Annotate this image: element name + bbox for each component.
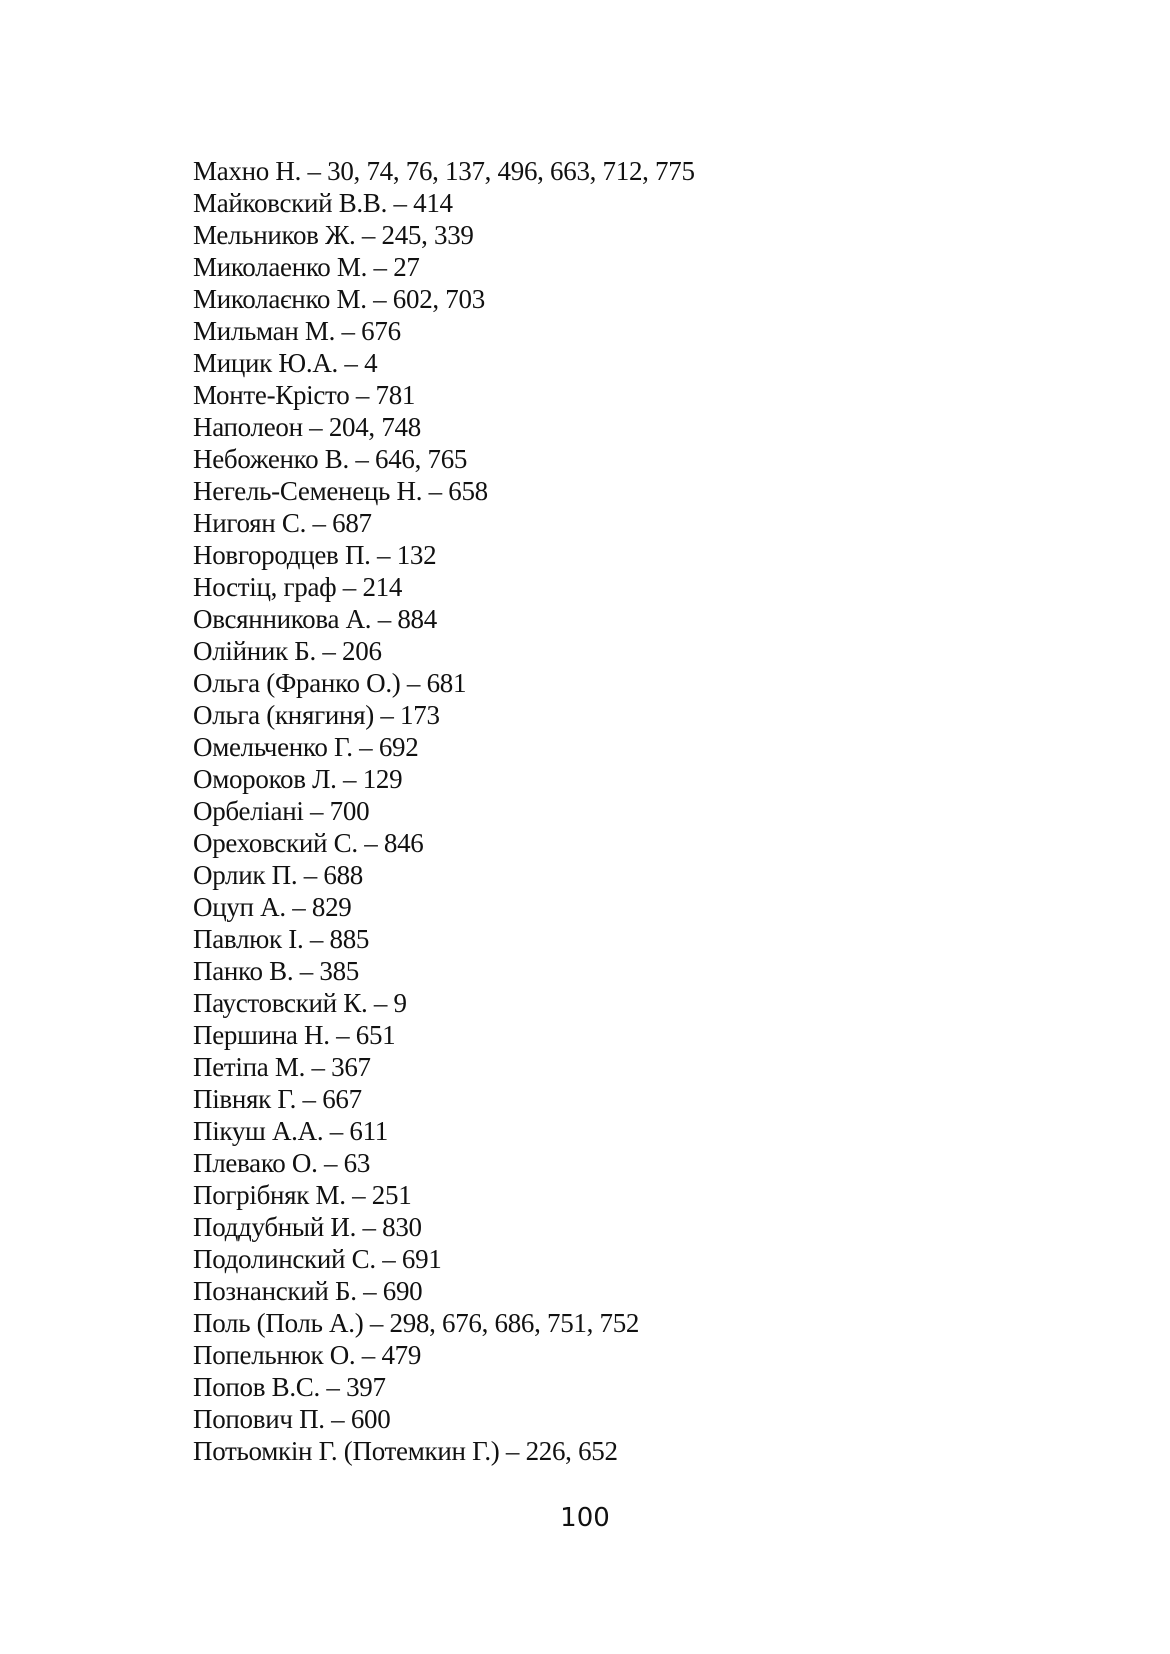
index-entry: Миколаєнко М. – 602, 703: [193, 284, 485, 314]
index-entry: Попов В.С. – 397: [193, 1372, 386, 1402]
index-entry: Махно Н. – 30, 74, 76, 137, 496, 663, 712, 775: [193, 156, 695, 186]
index-entry: Ореховский С. – 846: [193, 828, 424, 858]
index-entry: Пікуш А.А. – 611: [193, 1116, 388, 1146]
index-entry: Мельников Ж. – 245, 339: [193, 220, 474, 250]
index-entry: Олійник Б. – 206: [193, 636, 382, 666]
index-entry: Нигоян С. – 687: [193, 508, 372, 538]
index-entry: Потьомкін Г. (Потемкин Г.) – 226, 652: [193, 1436, 618, 1466]
index-entry: Познанский Б. – 690: [193, 1276, 423, 1306]
index-entry: Павлюк І. – 885: [193, 924, 370, 954]
index-entry: Паустовский К. – 9: [193, 988, 407, 1018]
index-entry: Омороков Л. – 129: [193, 764, 403, 794]
index-entry: Оцуп А. – 829: [193, 892, 352, 922]
index-entry: Мильман М. – 676: [193, 316, 401, 346]
index-entry: Поддубный И. – 830: [193, 1212, 422, 1242]
index-entry: Першина Н. – 651: [193, 1020, 396, 1050]
index-entry: Ольга (Франко О.) – 681: [193, 668, 467, 698]
index-entry: Небоженко В. – 646, 765: [193, 444, 468, 474]
page-number: 100: [560, 1503, 610, 1533]
index-entry: Орбеліані – 700: [193, 796, 370, 826]
index-entry: Подолинский С. – 691: [193, 1244, 442, 1274]
name-index-list: [193, 155, 695, 1467]
index-entry: Новгородцев П. – 132: [193, 540, 437, 570]
index-entry: Панко В. – 385: [193, 956, 359, 986]
index-entry: Півняк Г. – 667: [193, 1084, 362, 1114]
index-entry: Омельченко Г. – 692: [193, 732, 419, 762]
index-entry: Плевако О. – 63: [193, 1148, 371, 1178]
index-entry: Поль (Поль А.) – 298, 676, 686, 751, 752: [193, 1308, 640, 1338]
index-entry: Погрібняк М. – 251: [193, 1180, 412, 1210]
index-entry: Мицик Ю.А. – 4: [193, 348, 378, 378]
index-entry: Ностіц, граф – 214: [193, 572, 403, 602]
index-entry: Миколаенко М. – 27: [193, 252, 420, 282]
index-entry: Попович П. – 600: [193, 1404, 391, 1434]
index-entry: Негель-Семенець Н. – 658: [193, 476, 488, 506]
index-entry: Наполеон – 204, 748: [193, 412, 421, 442]
index-entry: Орлик П. – 688: [193, 860, 363, 890]
index-entry: Монте-Крісто – 781: [193, 380, 416, 410]
index-entry: Ольга (княгиня) – 173: [193, 700, 440, 730]
index-entry: Овсянникова А. – 884: [193, 604, 437, 634]
index-entry: Майковский В.В. – 414: [193, 188, 453, 218]
index-entry: Попельнюк О. – 479: [193, 1340, 422, 1370]
index-entry: Петіпа М. – 367: [193, 1052, 371, 1082]
